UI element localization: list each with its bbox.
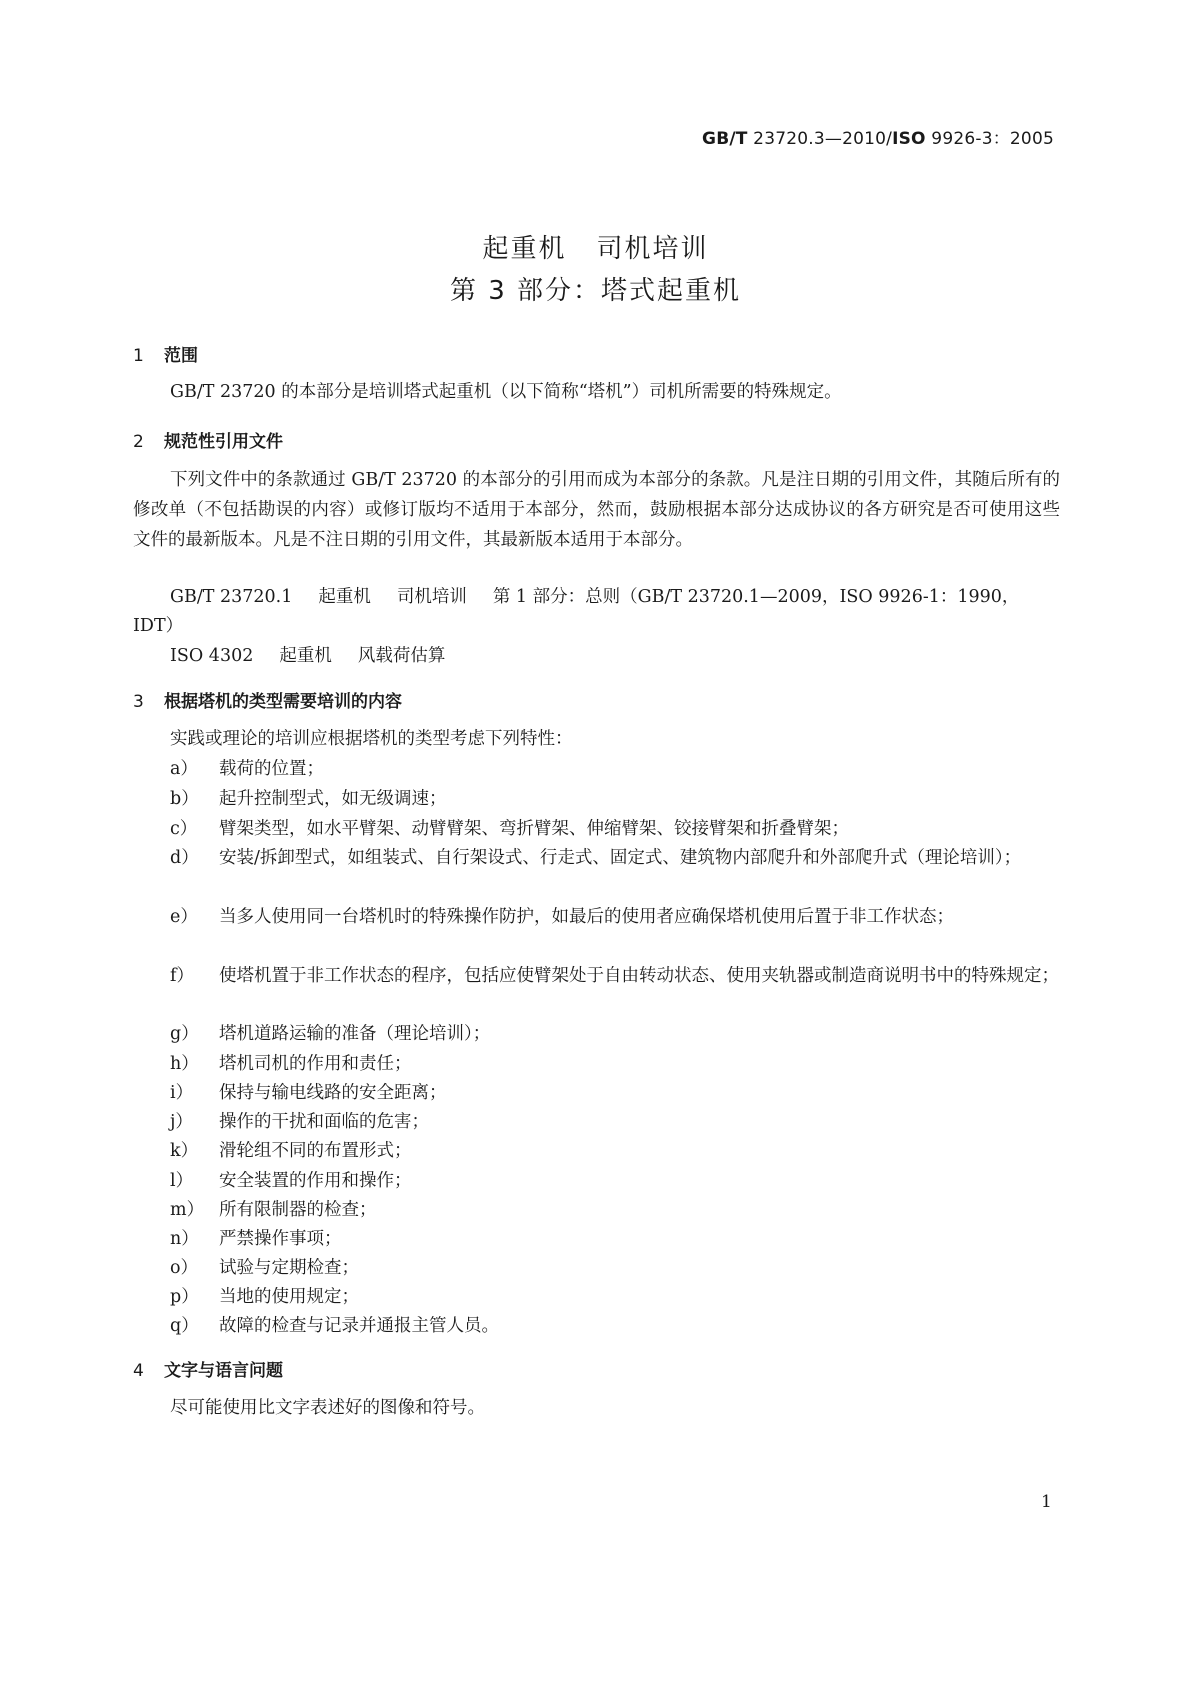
section-2-paragraph: 下列文件中的条款通过 GB/T 23720 的本部分的引用而成为本部分的条款。凡是注日期的引用文件，其随后所有的修改单（不包括勘误的内容）或修订版均不适用于本部分，然而，鼓励根据本部分达成协议的各方研究是否可使用这些文件的最新版本。凡是不注日期的引用文件，其最新版本适用于本部分。 — [133, 470, 1060, 550]
list-item-text: 所有限制器的检查； — [219, 1200, 377, 1220]
list-item — [170, 843, 1060, 873]
list-item-label: a） — [170, 759, 198, 779]
section-4-heading — [133, 1356, 283, 1381]
list-item-label: m） — [170, 1200, 205, 1220]
list-item-label: d） — [170, 848, 199, 868]
section-number: 2 — [133, 432, 144, 452]
list-item-label: n） — [170, 1229, 199, 1249]
list-item-text: 使塔机置于非工作状态的程序，包括应使臂架处于自由转动状态、使用夹轨器或制造商说明书中的特殊规定； — [219, 966, 1059, 986]
list-item-label: e） — [170, 907, 198, 927]
list-item — [170, 754, 1060, 784]
document-title-line2: 第 3 部分：塔式起重机 — [449, 276, 742, 306]
standard-code-iso-number: 9926-3：2005 — [925, 129, 1054, 149]
reference-code: ISO 4302 — [170, 646, 254, 666]
title-part-b: 司机培训 — [596, 234, 709, 264]
list-item — [170, 1195, 1060, 1225]
standard-code-iso: ISO — [892, 129, 926, 149]
reference-title-c: 第 1 部分：总则（GB/T 23720.1—2009，ISO 9926-1：1990， — [492, 587, 1020, 607]
list-item — [170, 1136, 1060, 1166]
section-3-heading — [133, 687, 402, 712]
list-item-label: c） — [170, 819, 198, 839]
list-item-label: q） — [170, 1316, 199, 1336]
list-item-label: f） — [170, 966, 194, 986]
reference-title-a: 起重机 — [279, 646, 332, 666]
standard-code — [702, 124, 1054, 149]
section-1-heading — [133, 341, 198, 366]
list-item-text: 当地的使用规定； — [219, 1287, 359, 1307]
section-4-paragraph: 尽可能使用比文字表述好的图像和符号。 — [170, 1398, 485, 1418]
document-title-line1 — [0, 228, 1191, 265]
section-3-intro: 实践或理论的培训应根据塔机的类型考虑下列特性： — [170, 729, 573, 749]
list-item-label: k） — [170, 1141, 199, 1161]
reference-title-b: 风载荷估算 — [357, 646, 446, 666]
list-item-text: 严禁操作事项； — [219, 1229, 342, 1249]
reference-title-b: 司机培训 — [396, 587, 467, 607]
list-item-label: l） — [170, 1171, 194, 1191]
list-item-text: 臂架类型，如水平臂架、动臂臂架、弯折臂架、伸缩臂架、铰接臂架和折叠臂架； — [219, 819, 849, 839]
list-item-text: 操作的干扰和面临的危害； — [219, 1112, 429, 1132]
list-item-label: p） — [170, 1287, 199, 1307]
title-part-a: 起重机 — [482, 234, 567, 264]
list-item — [170, 902, 1060, 932]
list-item-label: h） — [170, 1054, 199, 1074]
standard-code-prefix: GB/T — [702, 129, 748, 149]
list-item — [170, 1224, 1060, 1254]
section-title: 文字与语言问题 — [164, 1361, 283, 1381]
list-item-text: 故障的检查与记录并通报主管人员。 — [219, 1316, 499, 1336]
list-item — [170, 1107, 1060, 1137]
list-item — [170, 1019, 1060, 1049]
list-item-label: j） — [170, 1112, 193, 1132]
section-number: 3 — [133, 692, 144, 712]
list-item-label: g） — [170, 1024, 199, 1044]
list-item-text: 试验与定期检查； — [219, 1258, 359, 1278]
list-item-label: i） — [170, 1083, 194, 1103]
list-item — [170, 1166, 1060, 1196]
list-item-label: o） — [170, 1258, 199, 1278]
section-title: 规范性引用文件 — [164, 432, 283, 452]
reference-code: GB/T 23720.1 — [170, 587, 293, 607]
normative-reference-1 — [170, 582, 1019, 612]
list-item-text: 塔机司机的作用和责任； — [219, 1054, 412, 1074]
page-number: 1 — [1041, 1492, 1052, 1512]
section-2-heading — [133, 427, 283, 452]
section-number: 1 — [133, 346, 144, 366]
list-item-text: 起升控制型式，如无级调速； — [219, 789, 447, 809]
list-item — [170, 1078, 1060, 1108]
section-title: 根据塔机的类型需要培训的内容 — [164, 692, 402, 712]
list-item — [170, 1253, 1060, 1283]
normative-reference-1-continued: IDT） — [133, 616, 184, 636]
section-title: 范围 — [164, 346, 198, 366]
normative-reference-2 — [170, 641, 445, 671]
list-item-label: b） — [170, 789, 199, 809]
list-item — [170, 1311, 1060, 1341]
list-item — [170, 814, 1060, 844]
list-item-text: 载荷的位置； — [219, 759, 324, 779]
list-item — [170, 961, 1060, 991]
section-number: 4 — [133, 1361, 144, 1381]
list-item-text: 保持与输电线路的安全距离； — [219, 1083, 447, 1103]
list-item — [170, 784, 1060, 814]
list-item-text: 滑轮组不同的布置形式； — [219, 1141, 412, 1161]
reference-title-a: 起重机 — [318, 587, 371, 607]
list-item — [170, 1282, 1060, 1312]
list-item-text: 安全装置的作用和操作； — [219, 1171, 412, 1191]
list-item-text: 当多人使用同一台塔机时的特殊操作防护，如最后的使用者应确保塔机使用后置于非工作状态； — [219, 907, 954, 927]
list-item — [170, 1049, 1060, 1079]
section-1-paragraph: GB/T 23720 的本部分是培训塔式起重机（以下简称“塔机”）司机所需要的特殊规定。 — [170, 382, 842, 402]
standard-code-number: 23720.3—2010/ — [747, 129, 893, 149]
list-item-text: 安装/拆卸型式，如组装式、自行架设式、行走式、固定式、建筑物内部爬升和外部爬升式（理论培训）； — [219, 848, 1022, 868]
list-item-text: 塔机道路运输的准备（理论培训）； — [219, 1024, 491, 1044]
